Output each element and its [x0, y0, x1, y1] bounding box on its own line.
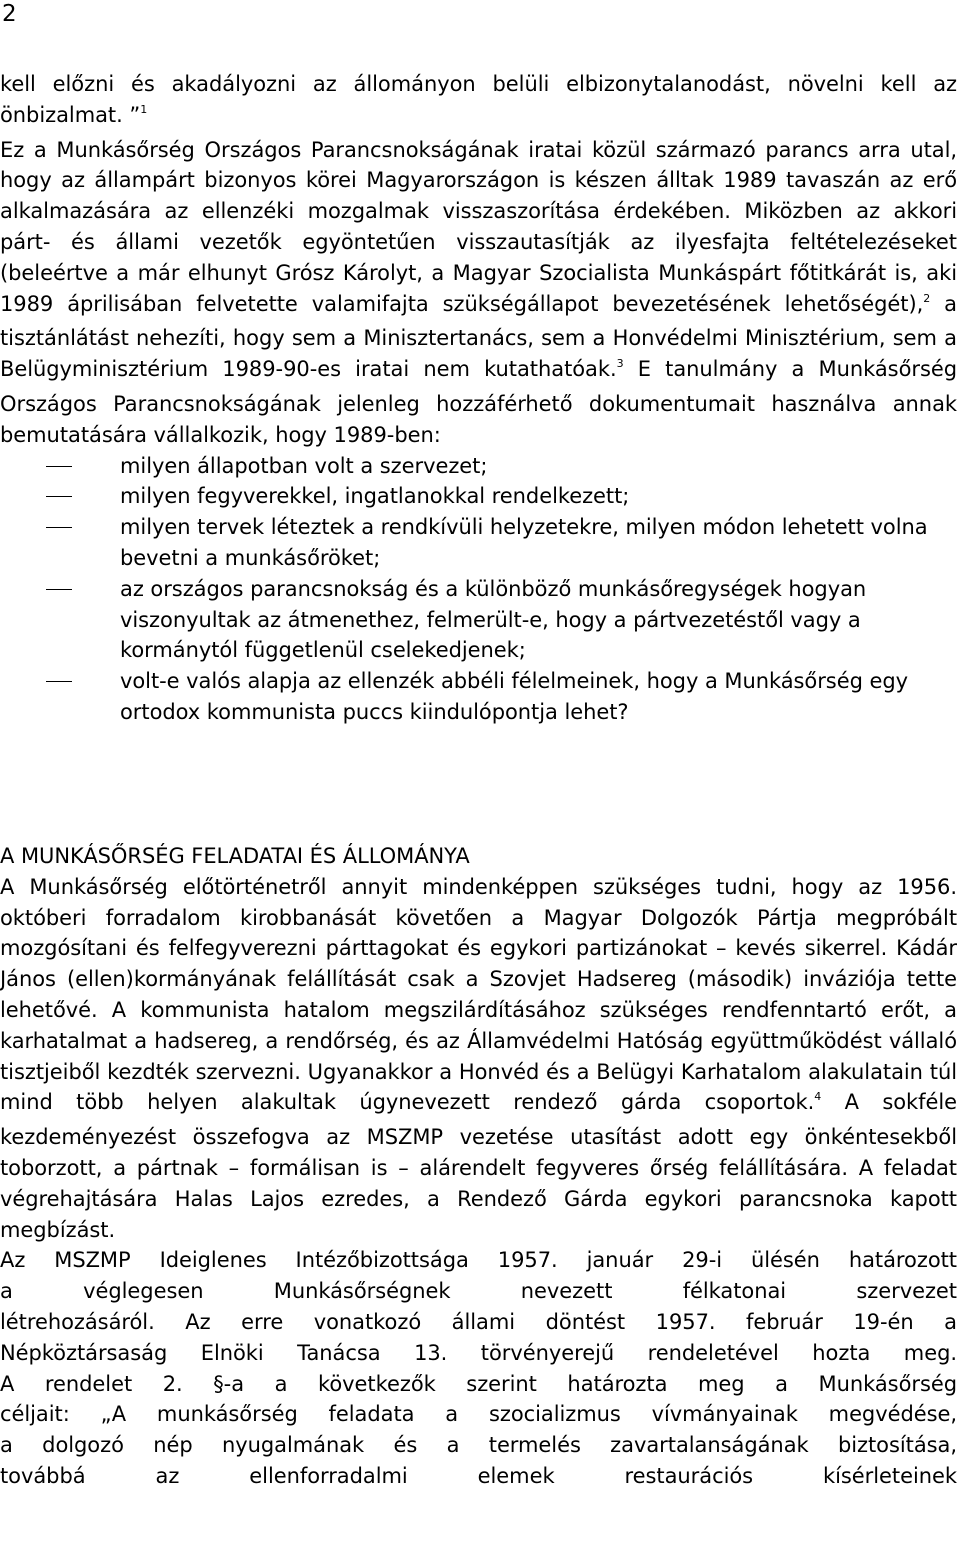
page-number: 2	[2, 1, 17, 27]
list-item-text: milyen tervek léteztek a rendkívüli helyzetekre, milyen módon lehetett volna bevetni a munkásőröket;	[120, 515, 928, 570]
document-body-section	[0, 841, 957, 1492]
dash-bullet-icon	[46, 527, 72, 528]
list-item	[0, 451, 957, 482]
text-line: létrehozásáról. Az erre vonatkozó állami döntést 1957. február 19-én a	[0, 1309, 957, 1334]
footnote-ref-2: 2	[923, 291, 931, 305]
footnote-ref-4: 4	[814, 1090, 822, 1104]
section-heading: A MUNKÁSŐRSÉG FELADATAI ÉS ÁLLOMÁNYA	[0, 844, 470, 868]
text-line: a véglegesen Munkásőrségnek nevezett félkatonai szervezet	[0, 1279, 957, 1304]
paragraph-intro-end	[0, 69, 957, 135]
list-item-text: volt-e valós alapja az ellenzék abbéli félelmeinek, hogy a Munkásőrség egy ortodox kommunista puccs kiindulópontja lehet?	[120, 669, 909, 724]
paragraph-text: E tanulmány a Munkásőrség Országos Parancsnokságának jelenleg hozzáférhető dokumentumait használva annak bemutatására vállalkozik, hogy 1989-ben:	[0, 357, 957, 447]
footnote-ref-3: 3	[616, 357, 624, 371]
list-item-text: milyen állapotban volt a szervezet;	[120, 453, 488, 478]
text-line: Az MSZMP Ideiglenes Intézőbizottsága 1957. január 29-i ülésén határozott	[0, 1248, 957, 1273]
dash-bullet-icon	[46, 589, 72, 590]
list-item	[0, 574, 957, 666]
paragraph-text: A sokféle kezdeményezést összefogva az MSZMP vezetése utasítást adott egy önkéntesekből toborzott, a pártnak – formálisan is – alárendelt fegyveres őrség felállítására. A feladat végrehajtására Halas Lajos ezredes, a Rendező Gárda egykori parancsnoka kapott megbízást.	[0, 1090, 957, 1242]
document-body-top	[0, 69, 957, 728]
dash-bullet-icon	[46, 681, 72, 682]
paragraph-text: A Munkásőrség előtörténetről annyit mindenképpen szükséges tudni, hogy az 1956. októberi forradalom kirobbanását követően a Magyar Dolgozók Pártja megpróbált mozgósítani és felfegyverezni párttagokat és egykori partizánokat – kevés sikerrel. Kádár János (ellen)kormányának felállítását csak a Szovjet Hadsereg (második) inváziója tette lehetővé. A kommunista hatalom megszilárdításához szükséges rendfenntartó erőt, a karhatalmat a hadsereg, a rendőrség, és az Államvédelmi Hatóság együttműködést vállaló tisztjeiből kezdték szervezni. Ugyanakkor a Honvéd és a Belügyi Karhatalom alakulatain túl mind több helyen alakultak úgynevezett rendező gárda csoportok.	[0, 874, 957, 1115]
text-line: A rendelet 2. §-a a következők szerint határozta meg a Munkásőrség	[0, 1371, 957, 1396]
question-list	[0, 451, 957, 728]
dash-bullet-icon	[46, 466, 72, 467]
paragraph-mszmp-hatarozat	[0, 1245, 957, 1491]
text-line: Népköztársaság Elnöki Tanácsa 13. törvényerejű rendeletével hozta meg.	[0, 1340, 957, 1365]
paragraph-munkasorseg-parancs	[0, 135, 957, 451]
footnote-ref-1: 1	[140, 102, 148, 116]
text-line: továbbá az ellenforradalmi elemek restaurációs kísérleteinek	[0, 1463, 957, 1488]
paragraph-text: Ez a Munkásőrség Országos Parancsnokságának iratai közül származó parancs arra utal, hogy az állampárt bizonyos körei Magyarországon is készen álltak 1989 tavaszán az erő alkalmazására az ellenzéki mozgalmak visszaszorítása érdekében. Miközben az akkori párt- és állami vezetők egyöntetűen visszautasítják az ilyesfajta feltételezéseket (beleértve a már elhunyt Grósz Károlyt, a Magyar Szocialista Munkáspárt főtitkárát is, aki 1989 áprilisában felvetette valamifajta szükségállapot bevezetésének lehetőségét),	[0, 137, 957, 316]
text-line: a dolgozó nép nyugalmának és a termelés zavartalanságának biztosítása,	[0, 1433, 957, 1458]
list-item-text: az országos parancsnokság és a különböző munkásőregységek hogyan viszonyultak az átmenethez, felmerült-e, hogy a pártvezetéstől vagy a kormánytól függetlenül cselekedjenek;	[120, 576, 867, 663]
list-item	[0, 481, 957, 512]
list-item-text: milyen fegyverekkel, ingatlanokkal rendelkezett;	[120, 484, 630, 509]
text-line: céljait: „A munkásőrség feladata a szocializmus vívmányainak megvédése,	[0, 1402, 957, 1427]
list-item	[0, 512, 957, 574]
paragraph-text: kell előzni és akadályozni az állományon belüli elbizonytalanodást, növelni kell az önbizalmat. ”	[0, 72, 957, 127]
list-item	[0, 666, 957, 728]
dash-bullet-icon	[46, 496, 72, 497]
paragraph-munkasorseg-elotortenet	[0, 872, 957, 1246]
paragraph-text: a tisztánlátást nehezíti, hogy sem a Minisztertanács, sem a Honvédelmi Minisztérium, sem a Belügyminisztérium 1989-90-es iratai nem kutathatóak.	[0, 291, 957, 382]
